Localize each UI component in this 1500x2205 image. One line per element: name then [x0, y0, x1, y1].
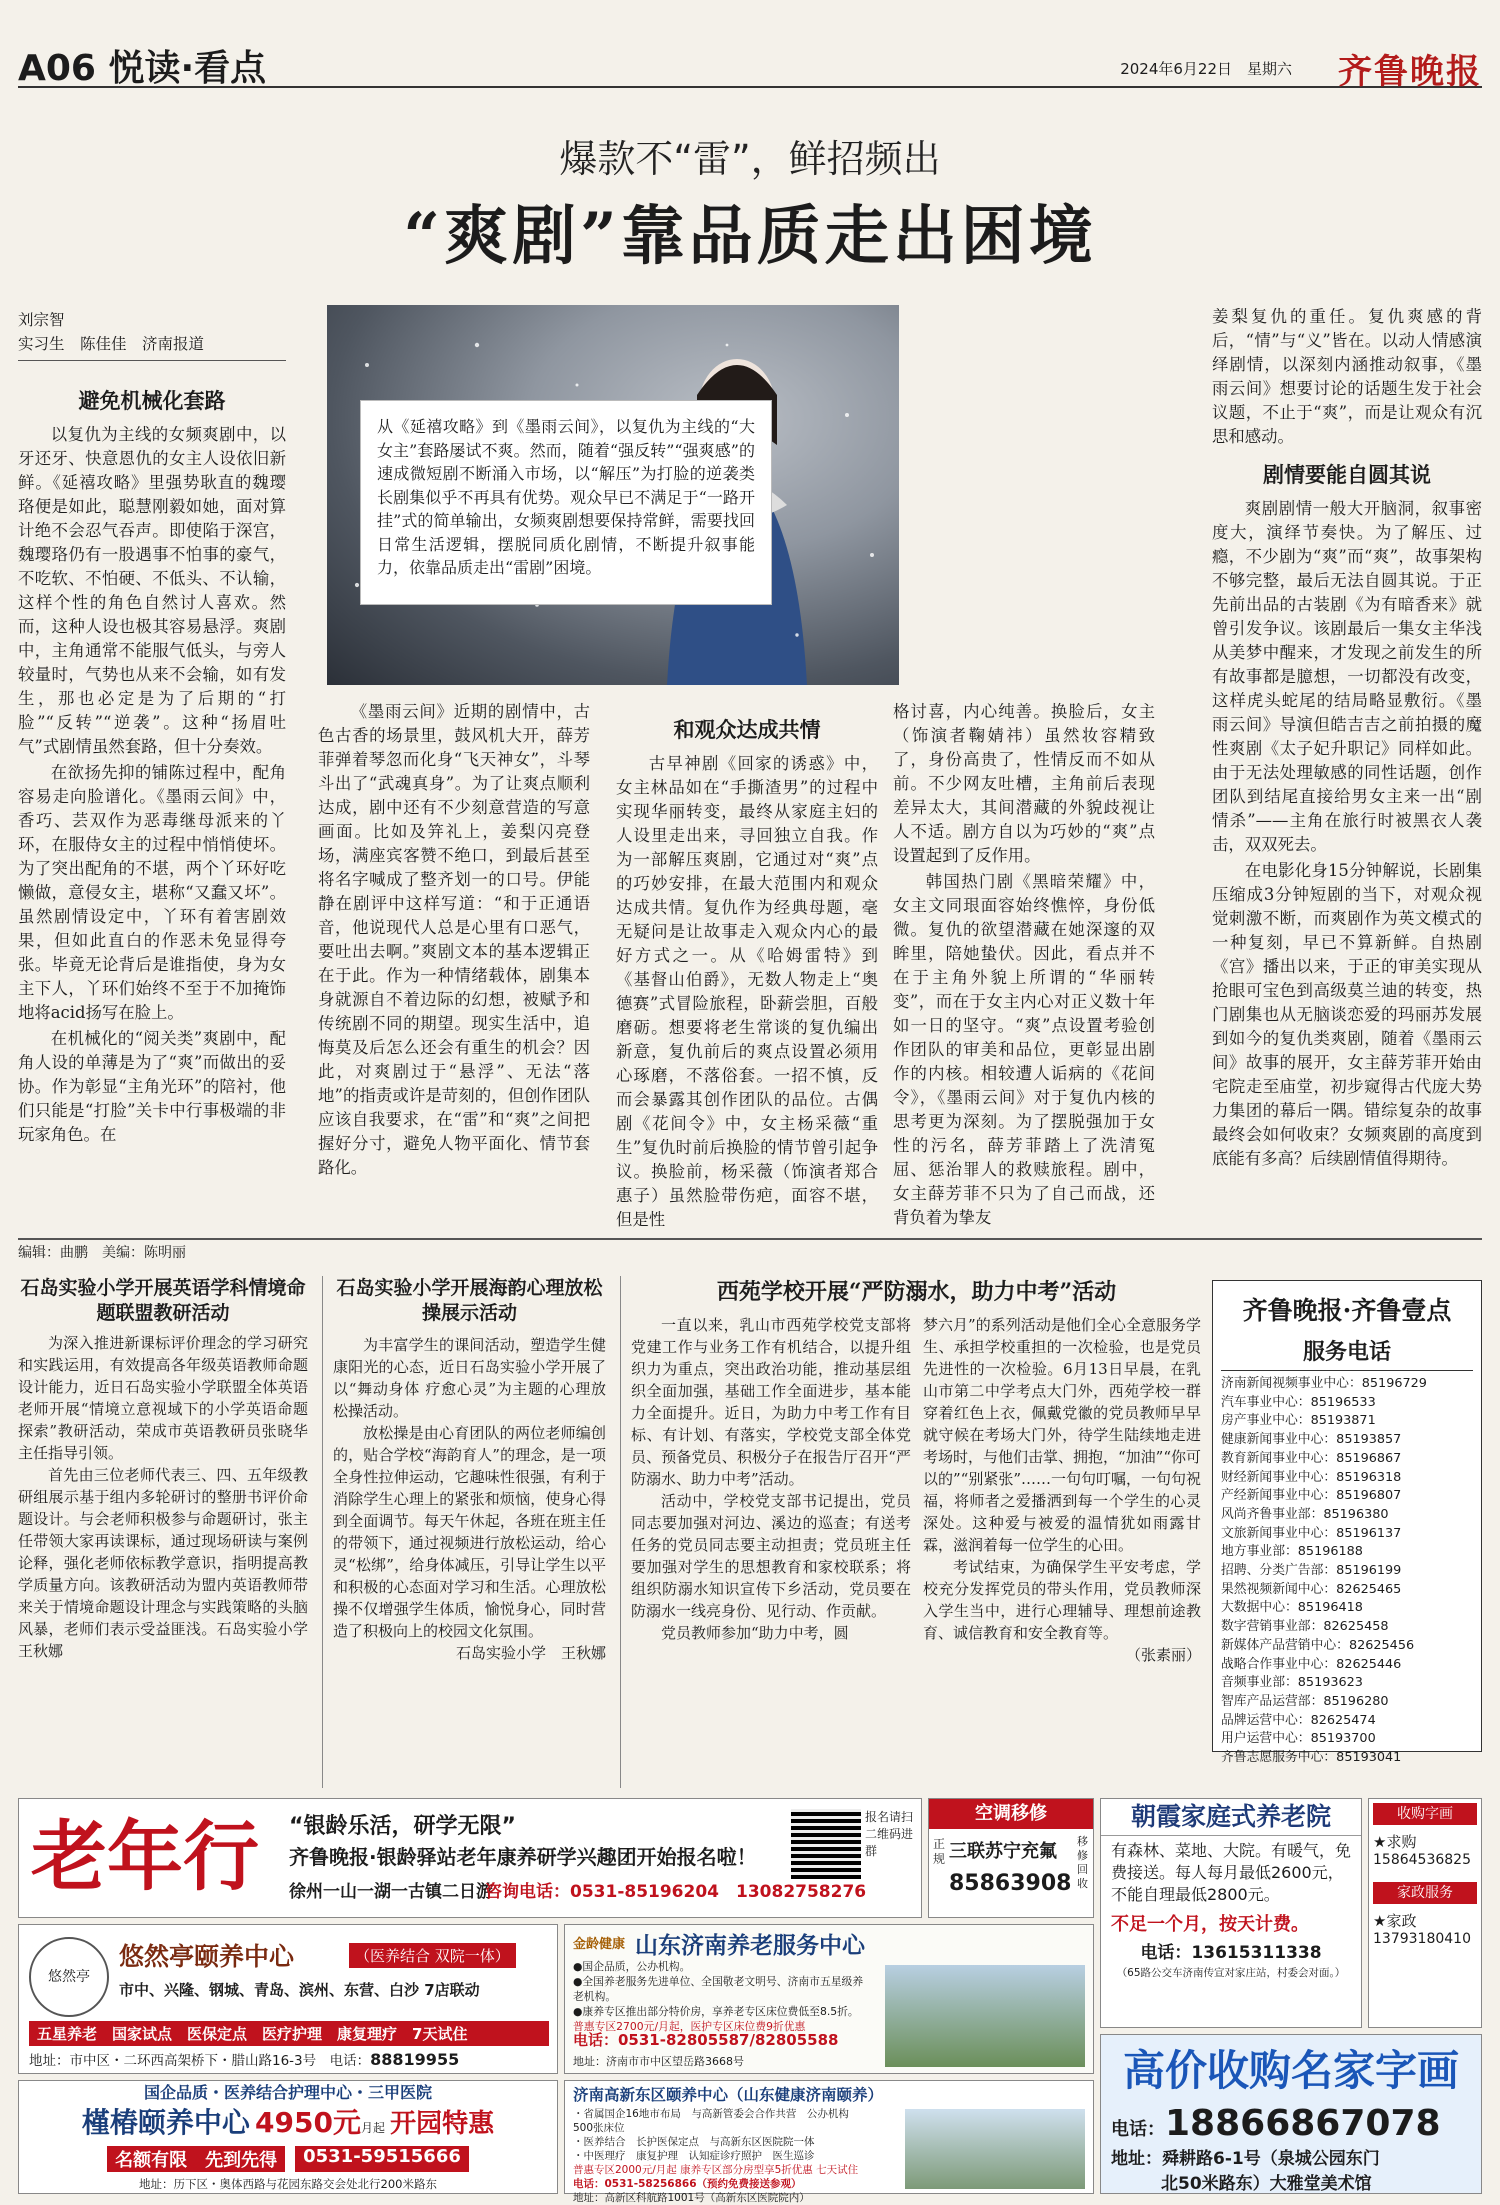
ad-head: 家政服务: [1373, 1882, 1477, 1904]
paragraph: 在机械化的“阅关类”爽剧中，配角人设的单薄是为了“爽”而做出的妥协。作为彰显“主角光环”的陪衬，他们只能是“打脸”关卡中行事极端的非玩家角色。在: [18, 1029, 286, 1144]
phone-row: 大数据中心：85196418: [1221, 1600, 1363, 1616]
article-col2: [318, 700, 590, 1270]
phone-row: 智库产品运营部：85196280: [1221, 1693, 1389, 1709]
service-phones-box: [1212, 1280, 1482, 1766]
building-photo: [885, 1965, 1085, 2067]
ad-body: 有森林、菜地、大院。有暖气，免费接送。每人每月最低2600元，不能自理最低2800元。: [1111, 1841, 1352, 1904]
article-summary: 从《延禧攻略》到《墨雨云间》，以复仇为主线的“大女主”套路屡试不爽。然而，随着“强反转”“强爽感”的速成微短剧不断涌入市场，以“解压”为打脸的逆袭类长剧集似乎不再具有优势。观众早已不满足于“一路开挂”式的简单输出，女频爽剧想要保持常鲜，需要找回日常生活逻辑，摆脱同质化剧情，不断提升叙事能力，依靠品质走出“雷剧”困境。: [360, 400, 772, 605]
phone-row: 新媒体产品营销中心：82625456: [1221, 1637, 1415, 1653]
ad-cities: 市中、兴隆、钢城、青岛、滨州、东营、白沙 7店联动: [119, 1981, 480, 1999]
ad-tel: 电话：18866867078: [1111, 2103, 1441, 2144]
news-shidao-psych: [322, 1276, 606, 1788]
paragraph: 放松操是由心育团队的两位老师编创的，贴合学校“海韵育人”的理念，是一项全身性拉伸运动，它趣味性很强，有利于消除学生心理上的紧张和烦恼，使身心得到全面调节。每天午休起，各班在班主任的带领下，通过视频进行放松运动，给心灵“松绑”，给身体减压，引导让学生以平和积极的心态面对学习和生活。心理放松操不仅增强学生体质，愉悦身心，同时营造了积极向上的校园文化氛围。: [333, 1424, 606, 1640]
ad-kongtiao: [928, 1798, 1094, 1918]
ad-tel: 13793180410: [1373, 1931, 1471, 1947]
phone-row: 用户运营中心：85193700: [1221, 1731, 1376, 1747]
ad-title: 山东济南养老服务中心: [635, 1933, 865, 1959]
page-number: A06 悦读·看点: [18, 48, 267, 89]
phone-row: 音频事业部：85193623: [1221, 1675, 1363, 1691]
ad-top: 国企品质・医养结合护理中心・三甲医院: [143, 2083, 432, 2102]
ad-zihua: [1100, 2034, 1482, 2194]
phone-row: 数字营销事业部：82625458: [1221, 1619, 1389, 1635]
ad-bottom: 名额有限 先到先得 0531-59515666: [19, 2146, 557, 2172]
signature: （张素丽）: [1125, 1646, 1201, 1664]
phone-row: 果然视频新闻中心：82625465: [1221, 1581, 1402, 1597]
paragraph: 格讨喜，内心纯善。换脸后，女主（饰演者鞠婧祎）虽然妆容精致了，身份高贵了，性情反而不如从前。不少网友吐槽，主角前后表现差异太大，其间潜藏的外貌歧视让人不适。剧方自以为巧妙的“爽”点设置起到了反作用。: [893, 702, 1155, 865]
paragraph: 《墨雨云间》近期的剧情中，古色古香的场景里，鼓风机大开，薛芳菲弹着琴忽而化身“飞天神女”，斗琴斗出了“武魂真身”。为了让爽点顺利达成，剧中还有不少刻意营造的写意画面。比如及笄礼上，姜梨闪亮登场，满座宾客赞不绝口，到最后甚至将名字喊成了整齐划一的口号。伊能静在剧评中这样写道：“和于正通语音，他说现代人总是心里有口恶气，要吐出去啊。”爽剧文本的基本逻辑正在于此。作为一种情绪载体，剧集本身就源自不着边际的幻想，被赋予和传统剧不同的期望。现实生活中，追悔莫及后怎么还会有重生的机会？因此，对爽剧过于“悬浮”、无法“落地”的指责或许是苛刻的，但创作团队应该自我要求，在“雷”和“爽”之间把握好分寸，避免人物平面化、情节套路化。: [318, 702, 590, 1177]
ad-slogan: “银龄乐活，研学无限”: [289, 1814, 516, 1839]
article-col3: [616, 700, 878, 1270]
ad-title: 济南高新东区颐养中心（山东健康济南颐养）: [573, 2086, 884, 2104]
phone-row: 地方事业部：85196188: [1221, 1544, 1363, 1560]
ad-tel: 15864536825: [1373, 1852, 1471, 1868]
ad-name: 悠然亭颐养中心: [119, 1942, 295, 1971]
ad-laonianxing: [18, 1798, 922, 1918]
article-col1: [18, 375, 286, 1270]
ad-line: 齐鲁晚报·银龄驿站老年康养研学兴趣团开始报名啦！: [289, 1845, 757, 1869]
ad-phone: 85863908: [949, 1871, 1072, 1896]
ad-zhaoxia: [1100, 1798, 1362, 2028]
phone-row: 齐鲁志愿服务中心：85193041: [1221, 1750, 1402, 1766]
ad-address: 地址：市中区・二环西高架桥下・腊山路16-3号 电话：88819955: [29, 2050, 460, 2069]
subhead-3: 剧情要能自圆其说: [1263, 462, 1431, 487]
paragraph: 韩国热门剧《黑暗荣耀》中，女主文同珢面容始终憔悴，身份低微。复仇的欲望潜藏在她深邃的双眸里，陪她蛰伏。因此，看点并不在于主角外貌上所谓的“华丽转变”，而在于女主内心对正义数十年如一日的坚守。“爽”点设置考验创作团队的审美和品位，更彰显出剧作的内核。相较遭人诟病的《花间令》，《墨雨云间》对于复仇内核的思考更为深刻。为了摆脱强加于女性的污名，薛芳菲踏上了洗清冤屈、惩治罪人的救赎旅程。剧中，女主薛芳菲不只为了自己而战，还背负着为挚友: [893, 872, 1155, 1227]
editor-credit: 编辑：曲鹏 美编：陈明丽: [18, 1245, 186, 1261]
ad-bullets: ・省属国企16地市布局 与高新管委会合作共营 公办机构 500张床位 ・医养结合 长护医保定点 与高新东区医院院一体 ・中医理疗 康复护理 认知症诊疗照护 医生巡诊 普惠专区2000元/月起 康养专区部分房型享5折优惠 七天试住 电话：0531-58256866（预约免费接送参观） 地址：高新区科航路1001号（高新东区医院院内）: [573, 2108, 860, 2204]
ad-shougou: [1368, 1798, 1482, 2028]
headline-kicker: 爆款不“雷”，鲜招频出: [559, 137, 941, 181]
ad-tag: （医养结合 双院一体）: [349, 1943, 516, 1968]
ad-name: 三联苏宁充氟: [949, 1841, 1057, 1862]
ad-bullets: ●国企品质，公办机构。 ●全国养老服务先进单位、全国敬老文明号、济南市五星级养老机构。 ●康养专区推出部分特价房，享养老专区床位费低至8.5折。 普惠专区2700元/月起，医护专区床位费9折优惠: [573, 1960, 864, 2033]
facility-photo: [905, 2109, 1085, 2189]
paragraph: 党员教师参加“助力中考，圆: [661, 1624, 849, 1642]
ad-phone: 咨询电话：0531-85196204 13082758276: [485, 1882, 867, 1902]
news-title: 石岛实验小学开展英语学科情境命题联盟教研活动: [20, 1277, 306, 1324]
ad-features: 五星养老 国家试点 医保定点 医疗护理 康复理疗 7天试住: [29, 2021, 549, 2046]
paragraph: 姜梨复仇的重任。复仇爽感的背后，“情”与“义”皆在。以动人情感演绎剧情，以深刻内涵推动叙事，《墨雨云间》想要讨论的话题生发于社会议题，不止于“爽”，而是让观众有沉思和感动。: [1212, 307, 1482, 446]
article-col4: [893, 305, 1155, 1270]
ad-tel: 电话：0531-82805587/82805588: [573, 2031, 839, 2049]
ad-promo: 不足一个月，按天计费。: [1111, 1914, 1309, 1935]
ad-addr: 地址：舜耕路6-1号（泉城公园东门: [1111, 2149, 1380, 2169]
paragraph: 为深入推进新课标评价理念的学习研究和实践运用，有效提高各年级英语教师命题设计能力，近日石岛实验小学联盟全体英语老师开展“情境立意视域下的小学英语命题探索”教研活动，荣成市英语教研员张晓华主任指导引领。: [18, 1334, 308, 1462]
ad-addr: （65路公交车济南传宣对家庄站，村委会对面。）: [1116, 1967, 1346, 1979]
ad-name-row: 槿椿颐养中心 4950元月起 开园特惠: [81, 2106, 495, 2139]
ad-tag: 正规: [933, 1837, 946, 1866]
ad-brand: 老年行: [31, 1812, 259, 1901]
phones-subtitle: 服务电话: [1221, 1331, 1473, 1371]
paragraph: 在电影化身15分钟解说，长剧集压缩成3分钟短剧的当下，对观众视觉刺激不断，而爽剧作为英文模式的一种复刻，早已不算新鲜。自热剧《宫》播出以来，于正的审美实现从抢眼可宝色到高级莫兰迪的转变，热门剧集也从无脑谈恋爱的玛丽苏发展到如今的复仇类爽剧，随着《墨雨云间》故事的展开，女主薛芳菲开始由宅院走至庙堂，初步窥得古代庞大势力集团的幕后一隅。错综复杂的故事最终会如何收束？女频爽剧的高度到底能有多高？后续剧情值得期待。: [1212, 861, 1482, 1168]
phones-title: 齐鲁晚报·齐鲁壹点: [1242, 1296, 1452, 1325]
paragraph: 在欲扬先抑的铺陈过程中，配角容易走向脸谱化。《墨雨云间》中，香巧、芸双作为恶毒继母派来的丫环，在服侍女主的过程中悄悄使坏。为了突出配角的不堪，两个丫环好吃懒做，意侵女主，堪称“又蠢又坏”。虽然剧情设定中，丫环有着害剧效果，但如此直白的作恶未免显得夸张。毕竟无论背后是谁指使，身为女主下人，丫环们始终不至于不加掩饰地将acid扬写在脸上。: [18, 763, 286, 1022]
phone-row: 教育新闻事业中心：85196867: [1221, 1450, 1402, 1466]
section-divider: [18, 1238, 1482, 1240]
ad-addr: 地址：历下区・奥体西路与花园东路交会处北行200米路东: [139, 2177, 437, 2191]
ad-item: ★求购: [1373, 1833, 1417, 1851]
author: 刘宗智: [18, 311, 65, 329]
subhead-2: 和观众达成共情: [673, 717, 821, 742]
news-shidao-english: [18, 1276, 308, 1788]
paragraph: 爽剧剧情一般大开脑洞，叙事密度大，演绎节奏快。为了解压、过瘾，不少剧为“爽”而“爽”，故事架构不够完整，最后无法自圆其说。于正先前出品的古装剧《为有暗香来》就曾引发争议。该剧最后一集女主华浅从美梦中醒来，才发现之前发生的所有故事都是臆想，一切都没有改变，这样虎头蛇尾的结局略显敷衍。《墨雨云间》导演但皓吉吉之前拍摄的魔性爽剧《太子妃升职记》同样如此。由于无法处理敏感的同性话题，创作团队到结尾直接给男女主来一出“剧情杀”——主角在旅行时被黑衣人袭击，双双死去。: [1212, 499, 1482, 854]
headline-title: “爽剧”靠品质走出困境: [403, 199, 1097, 274]
byline: [18, 308, 278, 361]
news-title: 西苑学校开展“严防溺水，助力中考”活动: [716, 1279, 1117, 1305]
paragraph: 活动中，学校党支部书记提出，党员同志要加强对河边、溪边的巡查；有送考任务的党员同志要主动担责；党员班主任要加强对学生的思想教育和家校联系；将组织防溺水知识宣传下乡活动，党员要在防溺水一线亮身份、见行动、作贡献。: [631, 1492, 911, 1620]
phone-row: 房产事业中心：85193871: [1221, 1413, 1376, 1429]
ad-gaoxin: [564, 2080, 1094, 2204]
ad-title: 朝霞家庭式养老院: [1101, 1799, 1361, 1836]
issue-date: 2024年6月22日 星期六: [1120, 60, 1292, 78]
paragraph: 梦六月”的系列活动是他们全心全意服务学生、承担学校重担的一次检验，也是党员先进性的一次检验。6月13日早晨，在乳山市第二中学考点大门外，西苑学校一群穿着红色上衣，佩戴党徽的党员教师早早就守候在考场大门外，待学生陆续地走进考场时，与他们击掌、拥抱，“加油”“你可以的”“别紧张”……一句句叮嘱，一句句祝福，将师者之爱播洒到每一个学生的心灵深处。这种爱与被爱的温情犹如雨露甘霖，滋润着每一位学生的心田。: [923, 1316, 1202, 1554]
paragraph: 一直以来，乳山市西苑学校党支部将党建工作与业务工作有机结合，以提升组织力为重点，突出政治功能，推动基层组织全面加强，基础工作全面进步，基本能力全面提升。近日，为助力中考工作有目标、有计划、有落实，学校党支部全体党员、预备党员、积极分子在报告厅召开“严防溺水、助力中考”活动。: [631, 1316, 911, 1488]
phone-row: 健康新闻事业中心：85193857: [1221, 1432, 1402, 1448]
ad-route: 徐州一山一湖一古镇二日游: [289, 1882, 493, 1902]
phone-row: 财经新闻事业中心：85196318: [1221, 1469, 1402, 1485]
newspaper-logo: 齐鲁晚报: [1338, 52, 1482, 92]
subhead-1: 避免机械化套路: [78, 388, 226, 413]
ad-addr: 北50米路东）大雅堂美术馆: [1161, 2174, 1372, 2194]
youran-logo-icon: 悠然亭: [29, 1937, 109, 2017]
paragraph: 为丰富学生的课间活动，塑造学生健康阳光的心态，近日石岛实验小学开展了以“舞动身体 疗愈心灵”为主题的心理放松操活动。: [333, 1336, 606, 1420]
ad-jinan: [564, 1924, 1094, 2074]
ad-item: ★家政: [1373, 1912, 1417, 1930]
ad-title: 高价收购名家字画: [1122, 2046, 1459, 2095]
qr-code-icon: [791, 1809, 861, 1879]
ad-head: 空调移修: [929, 1799, 1093, 1829]
news-xiyuan: [620, 1276, 1202, 1788]
interns: 实习生 陈佳佳 济南报道: [18, 335, 205, 353]
paragraph: 以复仇为主线的女频爽剧中，以牙还牙、快意恩仇的女主人设依旧新鲜。《延禧攻略》里强势耿直的魏璎珞便是如此，聪慧刚毅如她，面对算计绝不会忍气吞声。即使陷于深宫，魏璎珞仍有一股遇事不怕事的豪气，不吃软、不怕硬、不低头、不认输，这样个性的角色自然讨人喜欢。然而，这种人设也极其容易悬浮。爽剧中，主角通常不能服气低头，与旁人较量时，气势也从来不会输，如有发生，那也必定是为了后期的“打脸”“反转”“逆袭”。这种“扬眉吐气”式剧情虽然套路，但十分奏效。: [18, 425, 286, 756]
ad-youran: [18, 1924, 558, 2074]
ad-addr: 地址：济南市市中区望岳路3668号: [573, 2055, 744, 2068]
ad-jinchun: [18, 2080, 558, 2194]
phone-row: 招聘、分类广告部：85196199: [1221, 1563, 1402, 1579]
paragraph: 首先由三位老师代表三、四、五年级教研组展示基于组内多轮研讨的整册书评价命题设计。与会老师积极参与命题研讨，张主任带领大家再读课标，通过现场研读与案例论释，强化老师依标教学意识，指明提高教学质量方向。该教研活动为盟内英语教师带来关于情境命题设计理念与实践策略的头脑风暴，老师们表示受益匪浅。石岛实验小学 王秋娜: [18, 1466, 308, 1660]
news-title: 石岛实验小学开展海韵心理放松操展示活动: [336, 1277, 603, 1324]
ad-tag: 金龄健康: [573, 1937, 626, 1952]
paragraph: 考试结束，为确保学生平安考虑，学校充分发挥党员的带头作用，党员教师深入学生当中，进行心理辅导、理想前途教育、诚信教育和安全教育等。: [923, 1558, 1201, 1642]
ad-tel: 电话：13615311338: [1140, 1943, 1322, 1963]
page-header: [18, 40, 1482, 92]
phone-row: 风尚齐鲁事业部：85196380: [1221, 1506, 1389, 1522]
phone-row: 品牌运营中心：82625474: [1221, 1712, 1376, 1728]
phone-row: 产经新闻事业中心：85196807: [1221, 1488, 1402, 1504]
article-col5: [1212, 305, 1482, 1270]
phone-row: 战略合作事业中心：82625446: [1221, 1656, 1402, 1672]
paragraph: 古早神剧《回家的诱惑》中，女主林品如在“手撕渣男”的过程中实现华丽转变，最终从家庭主妇的人设里走出来，寻回独立自我。作为一部解压爽剧，它通过对“爽”点的巧妙安排，在最大范围内和观众达成共情。复仇作为经典母题，毫无疑问是让故事走入观众内心的最好方式之一。从《哈姆雷特》到《基督山伯爵》，无数人物走上“奥德赛”式冒险旅程，卧薪尝胆，百般磨砺。想要将老生常谈的复仇编出新意，复仇前后的爽点设置必须用心琢磨，不落俗套。一招不慎，反而会暴露其创作团队的品位。古偶剧《花间令》中，女主杨采薇“重生”复仇时前后换脸的情节曾引起争议。换脸前，杨采薇（饰演者郑合惠子）虽然脸带伤疤，面容不堪，但是性: [616, 754, 878, 1229]
phone-row: 文旅新闻事业中心：85196137: [1221, 1525, 1402, 1541]
ad-head: 收购字画: [1373, 1803, 1477, 1825]
ad-qr-text: 报名请扫二维码进群: [865, 1810, 914, 1858]
ad-side: 移修回收: [1077, 1835, 1088, 1890]
phone-row: 济南新闻视频事业中心：85196729: [1221, 1376, 1427, 1391]
signature: 石岛实验小学 王秋娜: [455, 1644, 606, 1662]
phone-row: 汽车事业中心：85196533: [1221, 1394, 1376, 1410]
